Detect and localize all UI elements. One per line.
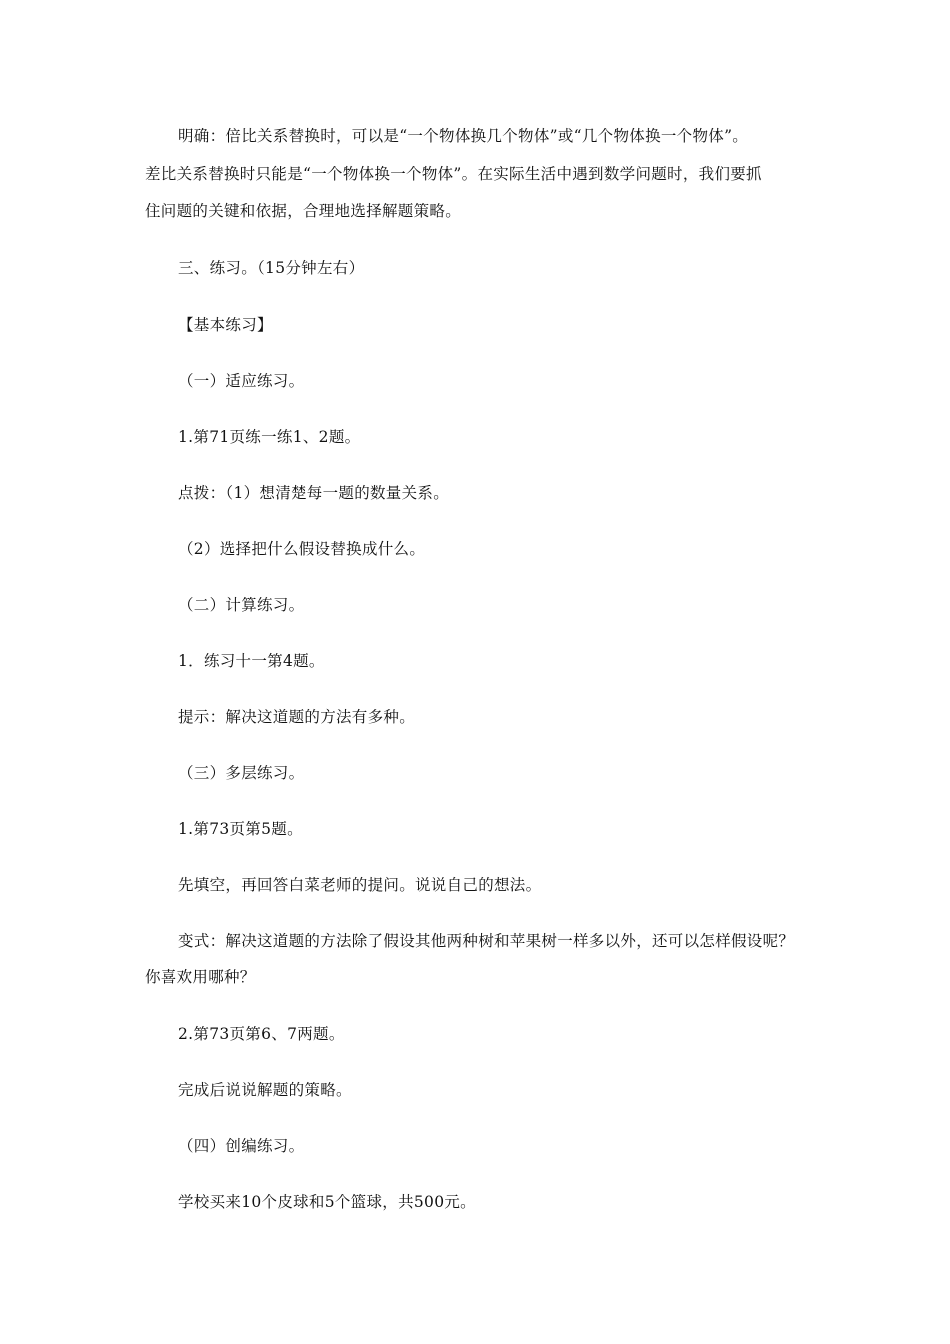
tip-line: 提示：解决这道题的方法有多种。: [178, 708, 416, 726]
item-calculation-practice: （二）计算练习。: [178, 596, 305, 614]
item-exercise-11: 1．练习十一第4题。: [178, 652, 325, 670]
item-adaptive-practice: （一）适应练习。: [178, 372, 305, 390]
variant-line-2: 你喜欢用哪种？: [145, 968, 256, 986]
paragraph-clarify-line-2: 差比关系替换时只能是“一个物体换一个物体”。在实际生活中遇到数学问题时，我们要抓: [145, 165, 762, 183]
paragraph-clarify-line-1: 明确：倍比关系替换时，可以是“一个物体换几个物体”或“几个物体换一个物体”。: [178, 127, 749, 145]
variant-line-1: 变式：解决这道题的方法除了假设其他两种树和苹果树一样多以外，还可以怎样假设呢？: [178, 932, 795, 950]
item-page73-q5: 1.第73页第5题。: [178, 820, 303, 838]
item-page73-q6-7: 2.第73页第6、7两题。: [178, 1025, 345, 1043]
subheading-basic-practice: 【基本练习】: [178, 316, 273, 334]
item-multilevel-practice: （三）多层练习。: [178, 764, 305, 782]
problem-statement: 学校买来10个皮球和5个篮球，共500元。: [178, 1193, 476, 1211]
instruction-strategy: 完成后说说解题的策略。: [178, 1081, 352, 1099]
hint-line-1: 点拨：（1）想清楚每一题的数量关系。: [178, 484, 450, 502]
paragraph-clarify-line-3: 住问题的关键和依据，合理地选择解题策略。: [145, 202, 462, 220]
hint-line-2: （2）选择把什么假设替换成什么。: [178, 540, 426, 558]
item-page71: 1.第71页练一练1、2题。: [178, 428, 361, 446]
instruction-fill-blank: 先填空，再回答白菜老师的提问。说说自己的想法。: [178, 876, 542, 894]
item-creative-practice: （四）创编练习。: [178, 1137, 305, 1155]
section-heading-practice: 三、练习。（15分钟左右）: [178, 259, 365, 277]
